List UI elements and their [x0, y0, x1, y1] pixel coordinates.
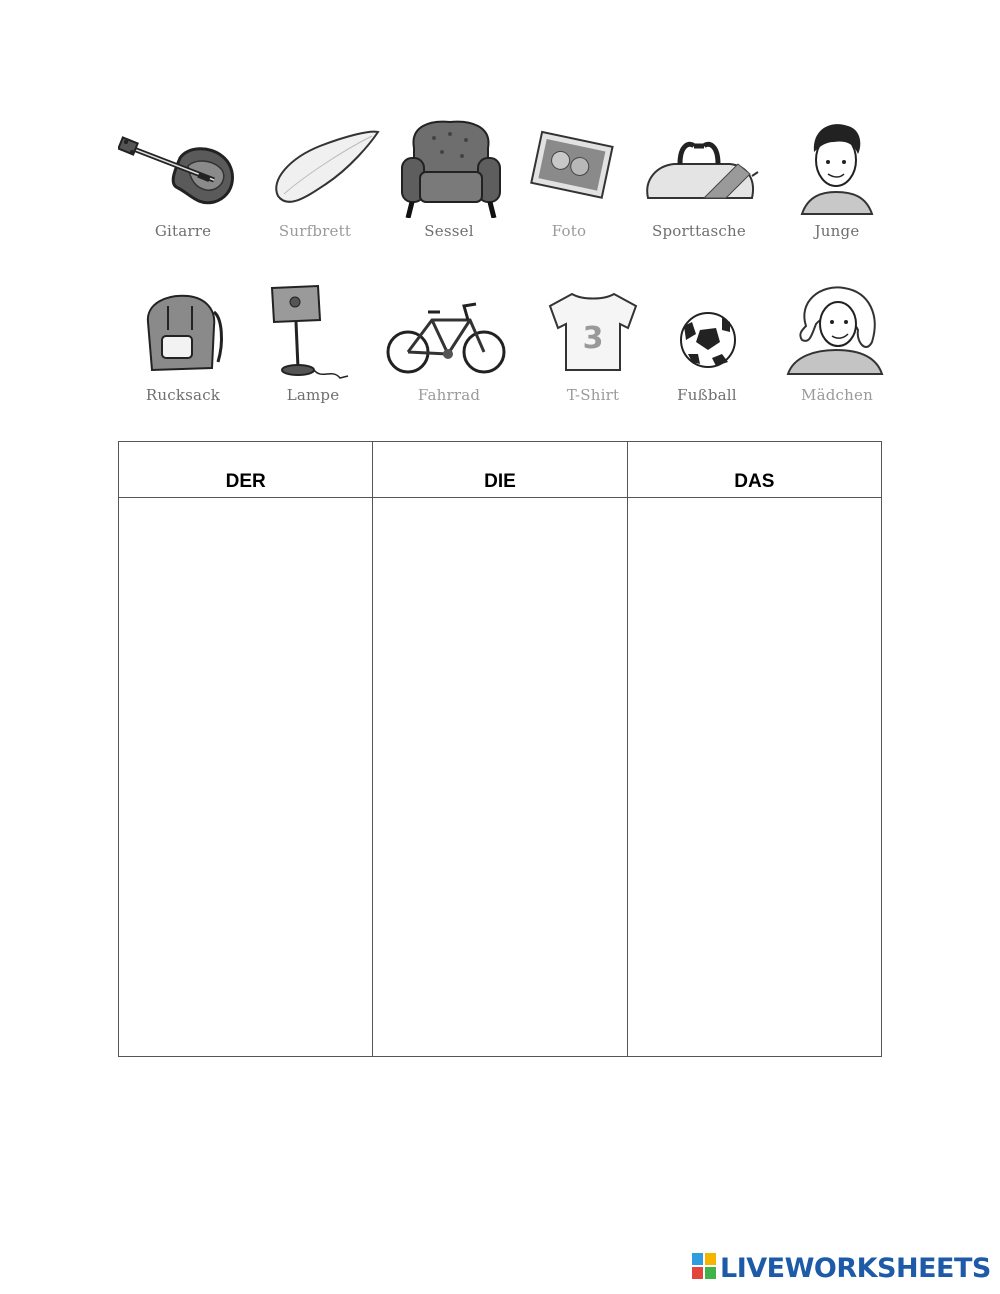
- vocab-label: Lampe: [286, 386, 340, 404]
- column-die: [373, 442, 627, 1056]
- bicycle-icon: [384, 282, 514, 382]
- vocab-item-surfbrett: [250, 118, 380, 240]
- football-icon: [642, 282, 772, 382]
- vocab-label: Gitarre: [154, 222, 212, 240]
- sports-bag-icon: [634, 118, 764, 218]
- vocab-item-maedchen: [772, 282, 902, 404]
- column-header-das: DAS: [628, 442, 881, 498]
- vocab-label: Junge: [814, 222, 860, 240]
- liveworksheets-logo[interactable]: [692, 1253, 991, 1284]
- vocab-label: Sessel: [424, 222, 474, 240]
- vocab-item-rucksack: [118, 282, 248, 404]
- vocab-item-sessel: [384, 118, 514, 240]
- vocab-label: Foto: [551, 222, 587, 240]
- vocab-item-sporttasche: [634, 118, 764, 240]
- guitar-icon: [118, 118, 248, 218]
- column-der: [119, 442, 373, 1056]
- svg-text:3: 3: [582, 321, 604, 356]
- vocab-label: Mädchen: [801, 386, 873, 404]
- tshirt-icon: [528, 282, 658, 382]
- vocab-label: Sporttasche: [652, 222, 746, 240]
- armchair-icon: [384, 118, 514, 218]
- surfboard-icon: [250, 118, 380, 218]
- vocab-item-gitarre: [118, 118, 248, 240]
- vocab-label: T-Shirt: [566, 386, 620, 404]
- vocab-label: Surfbrett: [278, 222, 352, 240]
- boy-icon: [772, 118, 902, 218]
- lamp-icon: [248, 282, 378, 382]
- backpack-icon: [118, 282, 248, 382]
- column-header-der: DER: [119, 442, 372, 498]
- drop-zone-das[interactable]: [628, 498, 881, 1056]
- column-header-die: DIE: [373, 442, 626, 498]
- vocab-item-tshirt: [528, 282, 658, 404]
- drop-zone-der[interactable]: [119, 498, 372, 1056]
- photo-icon: [504, 118, 634, 218]
- drop-zone-die[interactable]: [373, 498, 626, 1056]
- vocab-label: Fußball: [677, 386, 737, 404]
- vocab-item-junge: [772, 118, 902, 240]
- vocab-item-lampe: [248, 282, 378, 404]
- brand-name: LIVEWORKSHEETS: [720, 1253, 991, 1284]
- live-blocks-icon: [692, 1253, 716, 1284]
- article-sorting-table: [118, 441, 882, 1057]
- girl-icon: [772, 282, 902, 382]
- vocab-item-fussball: [642, 282, 772, 404]
- vocab-item-fahrrad: [384, 282, 514, 404]
- column-das: [628, 442, 881, 1056]
- vocab-label: Rucksack: [145, 386, 221, 404]
- vocab-item-foto: [504, 118, 634, 240]
- vocab-label: Fahrrad: [417, 386, 481, 404]
